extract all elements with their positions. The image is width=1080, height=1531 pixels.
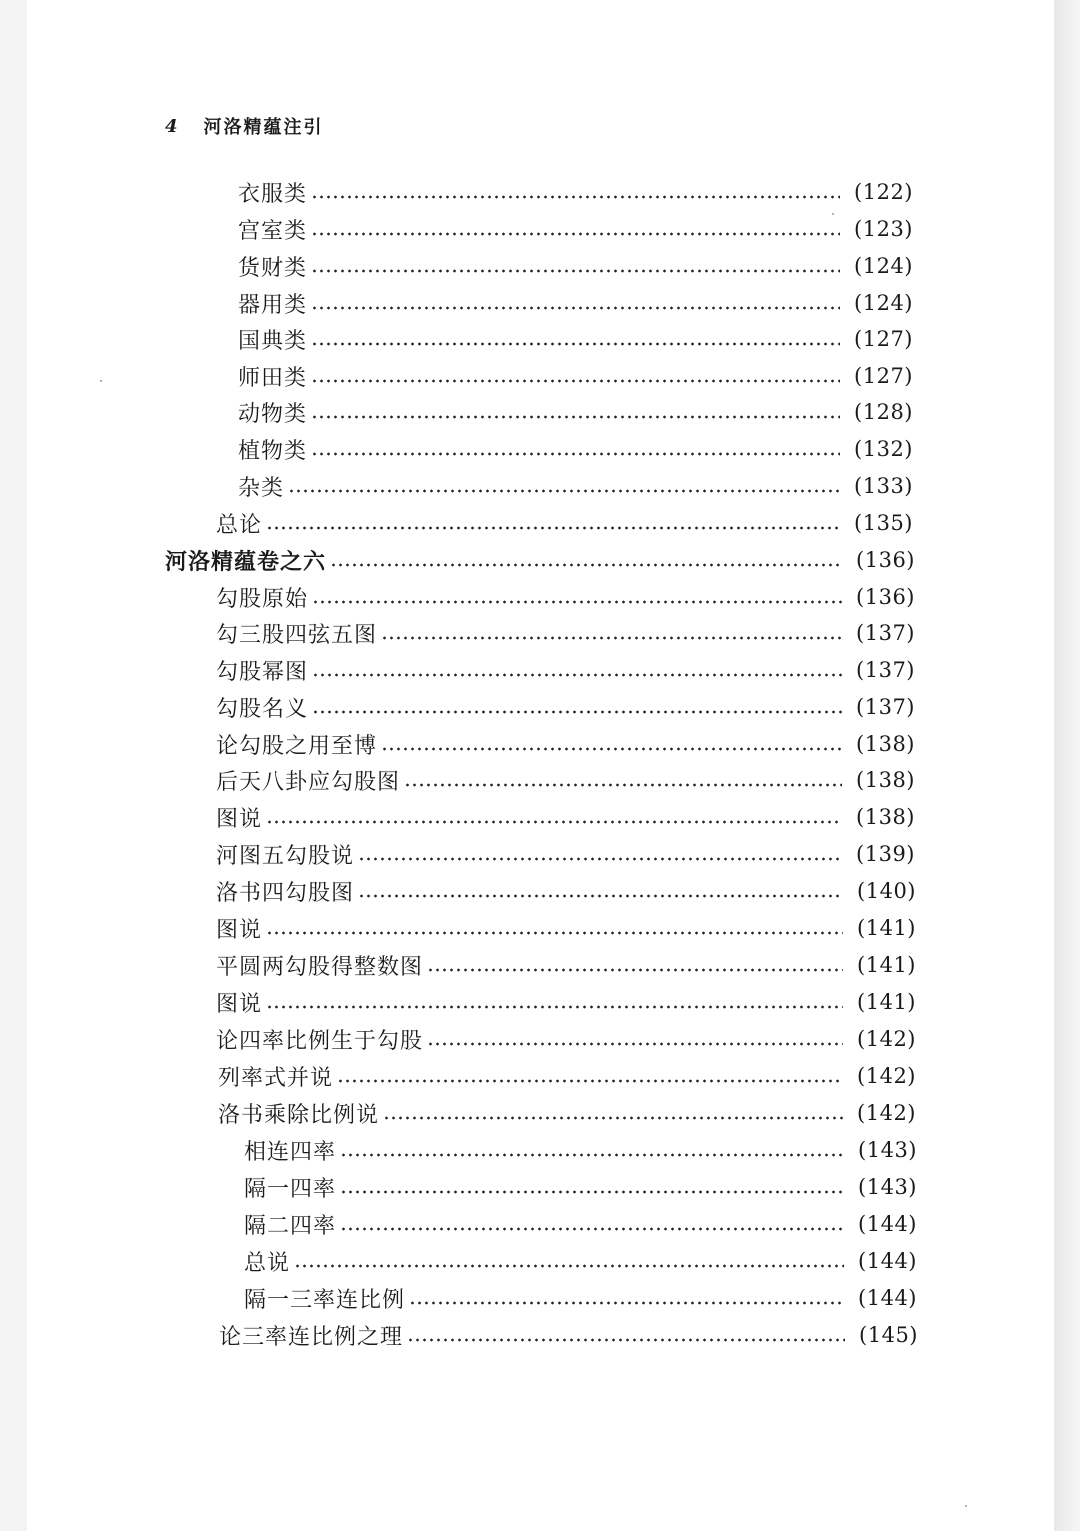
toc-entry-page: (142)	[857, 1027, 916, 1051]
toc-entry[interactable]	[238, 359, 913, 393]
toc-entry-title: 勾股幂图	[216, 659, 309, 685]
toc-entry-page: (144)	[858, 1286, 917, 1310]
running-header	[165, 112, 324, 140]
page-number: 4	[165, 115, 180, 137]
dot-leader	[311, 451, 840, 457]
dot-leader	[381, 635, 842, 641]
toc-entry-title: 洛书乘除比例说	[218, 1102, 380, 1128]
toc-entry[interactable]	[244, 1133, 917, 1167]
toc-entry[interactable]	[238, 286, 913, 320]
toc-entry-page: (127)	[854, 327, 913, 351]
toc-entry[interactable]	[216, 800, 915, 834]
toc-entry[interactable]	[216, 948, 916, 982]
toc-entry[interactable]	[244, 1170, 917, 1204]
toc-entry-page: (133)	[854, 474, 913, 498]
toc-entry-page: (123)	[854, 217, 913, 241]
toc-entry-page: (136)	[856, 548, 915, 572]
dot-leader	[311, 268, 840, 274]
toc-entry-title: 杂类	[238, 475, 285, 501]
toc-entry-title: 洛书四勾股图	[216, 880, 355, 906]
toc-entry[interactable]	[216, 874, 916, 908]
toc-entry-title: 植物类	[238, 438, 308, 464]
toc-entry[interactable]	[216, 763, 915, 797]
toc-entry-title: 相连四率	[244, 1139, 337, 1165]
dot-leader	[312, 709, 842, 715]
toc-entry-title: 论四率比例生于勾股	[216, 1028, 424, 1054]
toc-entry-title: 论勾股之用至博	[216, 733, 378, 759]
toc-entry-page: (142)	[857, 1101, 916, 1125]
toc-entry-title: 总论	[216, 512, 263, 538]
toc-entry-page: (139)	[856, 842, 915, 866]
toc-entry-page: (124)	[854, 254, 913, 278]
toc-entry-title: 动物类	[238, 401, 308, 427]
dot-leader	[340, 1226, 844, 1232]
toc-entry-page: (141)	[857, 953, 916, 977]
toc-entry-title: 隔一三率连比例	[244, 1287, 406, 1313]
toc-entry[interactable]	[218, 1059, 916, 1093]
dot-leader	[340, 1152, 844, 1158]
book-title: 河洛精蕴注引	[203, 117, 324, 138]
dot-leader	[266, 1004, 843, 1010]
toc-entry-title: 衣服类	[238, 181, 308, 207]
toc-entry-title: 勾三股四弦五图	[216, 622, 378, 648]
toc-entry-page: (141)	[857, 990, 916, 1014]
dot-leader	[312, 672, 842, 678]
toc-entry[interactable]	[216, 580, 915, 614]
toc-entry[interactable]	[216, 653, 915, 687]
dot-leader	[383, 1115, 843, 1121]
toc-entry[interactable]	[216, 690, 915, 724]
dot-leader	[311, 231, 840, 237]
dot-leader	[311, 194, 840, 200]
toc-entry-page: (138)	[856, 768, 915, 792]
dot-leader	[330, 562, 842, 568]
toc-entry-page: (122)	[854, 180, 913, 204]
toc-entry-page: (128)	[854, 400, 913, 424]
toc-entry[interactable]	[238, 212, 913, 246]
dot-leader	[311, 414, 840, 420]
toc-entry-page: (143)	[858, 1138, 917, 1162]
dot-leader	[266, 930, 843, 936]
dot-leader	[358, 893, 843, 899]
toc-entry[interactable]	[238, 395, 913, 429]
toc-entry[interactable]	[216, 727, 915, 761]
toc-entry-title: 图说	[216, 806, 263, 832]
toc-entry[interactable]	[219, 1318, 918, 1352]
toc-entry[interactable]	[216, 911, 916, 945]
toc-entry-title: 国典类	[238, 328, 308, 354]
toc-entry-page: (138)	[856, 732, 915, 756]
toc-entry-title: 勾股名义	[216, 696, 309, 722]
toc-entry-page: (137)	[856, 658, 915, 682]
dot-leader	[409, 1300, 844, 1306]
toc-entry[interactable]	[216, 1022, 916, 1056]
toc-entry[interactable]	[244, 1244, 917, 1278]
toc-entry[interactable]	[238, 432, 913, 466]
toc-entry[interactable]	[216, 837, 915, 871]
toc-entry[interactable]	[216, 616, 915, 650]
dot-leader	[404, 782, 842, 788]
dot-leader	[266, 819, 842, 825]
toc-entry-page: (127)	[854, 364, 913, 388]
toc-entry[interactable]	[238, 249, 913, 283]
dot-leader	[407, 1337, 845, 1343]
scan-speck	[100, 380, 102, 382]
toc-entry-page: (135)	[854, 511, 913, 535]
dot-leader	[312, 599, 842, 605]
dot-leader	[340, 1189, 844, 1195]
toc-entry-title: 图说	[216, 991, 263, 1017]
toc-entry-title: 师田类	[238, 365, 308, 391]
toc-entry-title: 河图五勾股说	[216, 843, 355, 869]
toc-entry-page: (141)	[857, 916, 916, 940]
dot-leader	[381, 746, 842, 752]
toc-entry[interactable]	[238, 469, 913, 503]
dot-leader	[358, 856, 842, 862]
dot-leader	[337, 1078, 843, 1084]
scan-speck	[965, 1505, 967, 1507]
toc-entry[interactable]	[244, 1281, 917, 1315]
toc-entry[interactable]	[216, 985, 916, 1019]
toc-entry-title: 勾股原始	[216, 586, 309, 612]
toc-entry-page: (140)	[857, 879, 916, 903]
toc-entry-title: 货财类	[238, 255, 308, 281]
toc-entry-page: (137)	[856, 695, 915, 719]
dot-leader	[427, 967, 843, 973]
toc-chapter-title: 河洛精蕴卷之六	[165, 548, 327, 575]
toc-entry[interactable]	[238, 175, 913, 209]
toc-entry-page: (138)	[856, 805, 915, 829]
page-edge	[1054, 0, 1080, 1531]
dot-leader	[288, 488, 840, 494]
toc-entry-page: (132)	[854, 437, 913, 461]
toc-chapter-entry[interactable]	[165, 543, 915, 577]
toc-entry-page: (137)	[856, 621, 915, 645]
dot-leader	[427, 1041, 843, 1047]
toc-entry-title: 列率式并说	[218, 1065, 334, 1091]
toc-entry[interactable]	[238, 322, 913, 356]
toc-entry-title: 器用类	[238, 292, 308, 318]
toc-entry-page: (144)	[858, 1249, 917, 1273]
toc-entry-page: (144)	[858, 1212, 917, 1236]
toc-entry[interactable]	[218, 1096, 916, 1130]
toc-entry-page: (136)	[856, 585, 915, 609]
dot-leader	[311, 305, 840, 311]
dot-leader	[266, 525, 840, 531]
toc-entry[interactable]	[216, 506, 913, 540]
toc-entry-page: (124)	[854, 291, 913, 315]
toc-entry-title: 宫室类	[238, 218, 308, 244]
toc-entry[interactable]	[244, 1207, 917, 1241]
toc-entry-page: (142)	[857, 1064, 916, 1088]
scan-speck	[832, 213, 834, 215]
toc-entry-title: 后天八卦应勾股图	[216, 769, 401, 795]
dot-leader	[311, 378, 840, 384]
dot-leader	[311, 341, 840, 347]
toc-entry-title: 图说	[216, 917, 263, 943]
toc-entry-title: 隔二四率	[244, 1213, 337, 1239]
toc-entry-title: 论三率连比例之理	[219, 1324, 404, 1350]
toc-entry-title: 总说	[244, 1250, 291, 1276]
toc-entry-page: (145)	[859, 1323, 918, 1347]
toc-entry-title: 平圆两勾股得整数图	[216, 954, 424, 980]
toc-entry-page: (143)	[858, 1175, 917, 1199]
dot-leader	[294, 1263, 844, 1269]
toc-entry-title: 隔一四率	[244, 1176, 337, 1202]
